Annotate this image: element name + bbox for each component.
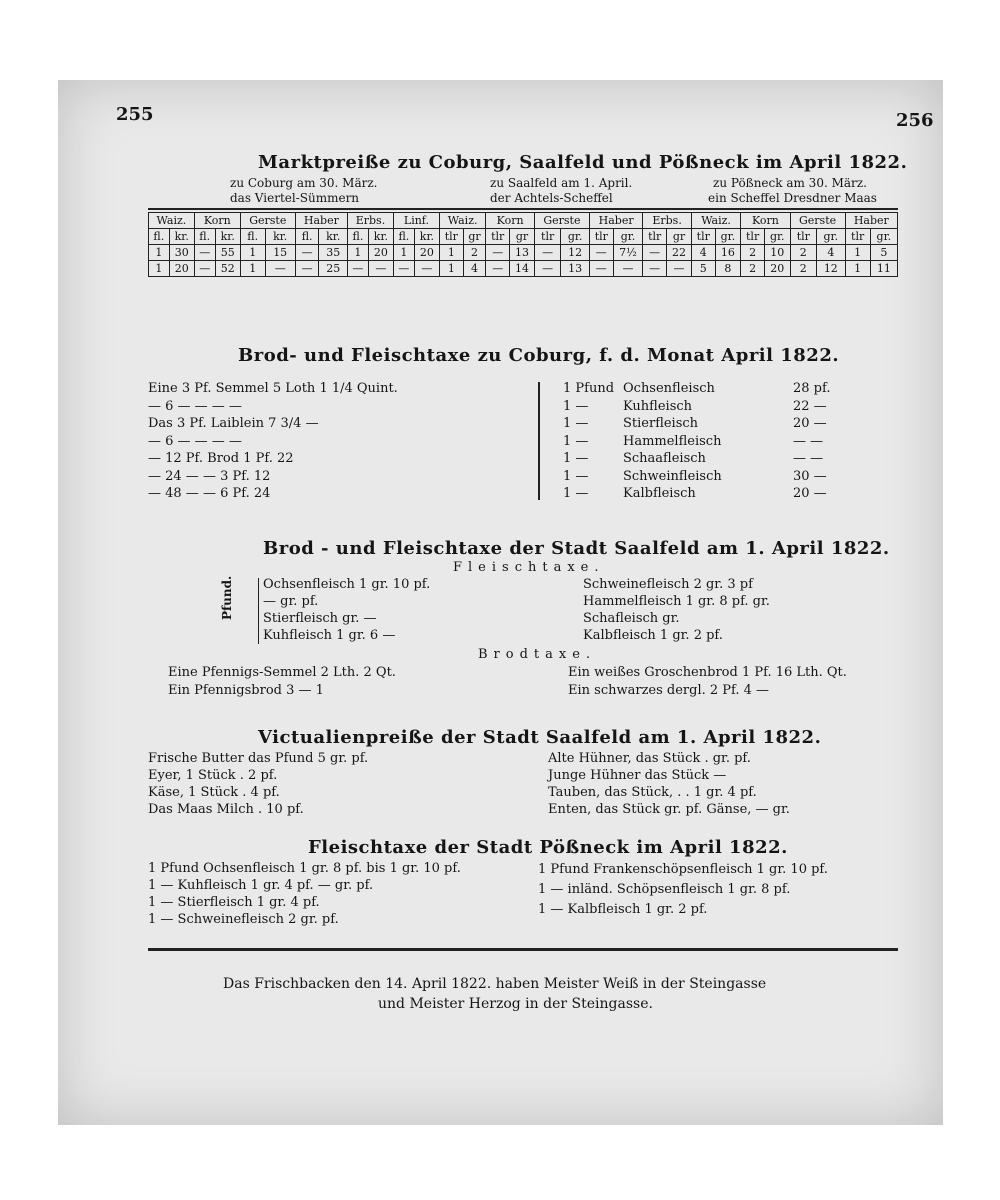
saalfeld-bread-subtitle: Brodtaxe.	[478, 647, 597, 662]
meat-line	[563, 485, 863, 503]
grain-header: Gerste	[534, 213, 589, 229]
unit-cell: tlr	[741, 229, 765, 245]
meat-line: Kalbfleisch 1 gr. 2 pf.	[583, 628, 723, 643]
unit-cell: tlr	[643, 229, 667, 245]
price-cell: 1	[439, 261, 463, 277]
unit-cell: tlr	[845, 229, 870, 245]
unit-cell: gr	[510, 229, 535, 245]
price-cell: —	[534, 245, 560, 261]
market-price-table	[148, 212, 898, 277]
grain-header: Waiz.	[149, 213, 195, 229]
bread-line: Eine Pfennigs-Semmel 2 Lth. 2 Qt.	[168, 665, 396, 680]
saalfeld-meat-subtitle: Fleischtaxe.	[453, 560, 605, 575]
victuals-right	[548, 750, 790, 818]
meat-line	[563, 415, 863, 433]
price-cell: —	[643, 261, 667, 277]
unit-cell: tlr	[486, 229, 510, 245]
meat-name: Stierfleisch	[623, 416, 699, 431]
price-cell: —	[368, 261, 393, 277]
meat-line: 1 — inländ. Schöpsenfleisch 1 gr. 8 pf.	[538, 882, 791, 897]
meat-line	[563, 398, 863, 416]
price-cell: 1	[240, 245, 265, 261]
victual-line: Junge Hühner das Stück —	[548, 768, 727, 783]
meat-name: Hammelfleisch	[623, 433, 722, 449]
price-cell: —	[414, 261, 439, 277]
price-cell: 22	[667, 245, 692, 261]
victual-line: Enten, das Stück gr. pf. Gänse, — gr.	[548, 802, 790, 817]
unit-cell: tlr	[691, 229, 715, 245]
price-cell: 2	[790, 261, 816, 277]
bread-line: — 12 Pf. Brod 1 Pf. 22	[148, 451, 294, 466]
price-cell: 20	[368, 245, 393, 261]
victual-line: Frische Butter das Pfund 5 gr. pf.	[148, 751, 369, 766]
coburg-meat-list	[563, 380, 863, 503]
bread-line: Ein Pfennigsbrod 3 — 1	[168, 683, 324, 698]
meat-line	[563, 450, 863, 468]
price-cell: 2	[463, 245, 486, 261]
meat-name: Schweinfleisch	[623, 468, 722, 484]
market-prices-title: Marktpreiße zu Coburg, Saalfeld und Pößneck im April 1822.	[258, 152, 908, 173]
grain-header: Gerste	[240, 213, 295, 229]
unit-cell: fl.	[194, 229, 215, 245]
price-cell: 25	[319, 261, 347, 277]
price-cell: 1	[149, 261, 170, 277]
price-cell: 16	[715, 245, 741, 261]
meat-line	[563, 380, 863, 398]
meat-qty: 1 —	[563, 486, 589, 501]
meat-price: 30 —	[793, 468, 827, 484]
bread-line: — 48 — — 6 Pf. 24	[148, 486, 271, 501]
meat-line: Stierfleisch gr. —	[263, 611, 377, 626]
unit-cell: tlr	[589, 229, 613, 245]
saalfeld-bread-left	[168, 664, 396, 700]
meat-line	[563, 468, 863, 486]
unit-cell: gr.	[817, 229, 846, 245]
left-page-number: 255	[116, 104, 154, 125]
grain-header: Korn	[741, 213, 790, 229]
unit-cell: gr.	[613, 229, 643, 245]
meat-line: 1 Pfund Frankenschöpsenfleisch 1 gr. 10 pf.	[538, 862, 828, 877]
poessneck-right	[538, 860, 828, 920]
meat-line: Kuhfleisch 1 gr. 6 —	[263, 628, 396, 643]
price-cell: 55	[215, 245, 240, 261]
unit-cell: fl.	[240, 229, 265, 245]
victuals-title: Victualienpreiße der Stadt Saalfeld am 1. April 1822.	[258, 727, 822, 748]
unit-cell: kr.	[368, 229, 393, 245]
meat-line: 1 — Schweinefleisch 2 gr. pf.	[148, 912, 339, 927]
bread-line: — 6 — — — —	[148, 398, 242, 414]
price-cell: 4	[817, 245, 846, 261]
unit-cell: tlr	[534, 229, 560, 245]
bread-line: — 24 — — 3 Pf. 12	[148, 468, 271, 484]
price-cell: —	[613, 261, 643, 277]
price-cell: 2	[741, 245, 765, 261]
victual-line: Das Maas Milch . 10 pf.	[148, 802, 304, 817]
price-cell: —	[393, 261, 414, 277]
grain-header: Erbs.	[643, 213, 692, 229]
table-top-rule	[148, 208, 898, 210]
price-cell: 12	[561, 245, 590, 261]
price-cell: 5	[691, 261, 715, 277]
coburg-header-measure: das Viertel-Sümmern	[230, 191, 360, 205]
price-cell: 4	[463, 261, 486, 277]
unit-cell: fl.	[295, 229, 319, 245]
meat-price: 20 —	[793, 416, 827, 431]
grain-header: Korn	[194, 213, 240, 229]
grain-header: Korn	[486, 213, 535, 229]
meat-price: — —	[793, 451, 824, 466]
price-cell: 20	[169, 261, 194, 277]
footer-line-1: Das Frischbacken den 14. April 1822. haben Meister Weiß in der Steingasse	[223, 976, 767, 992]
unit-cell: gr	[463, 229, 486, 245]
meat-qty: 1 —	[563, 468, 589, 484]
unit-cell: fl.	[347, 229, 368, 245]
meat-line: Schafleisch gr.	[583, 611, 680, 626]
price-cell: 1	[393, 245, 414, 261]
victual-line: Käse, 1 Stück . 4 pf.	[148, 785, 280, 800]
pfund-side-label: Pfund.	[220, 575, 234, 620]
price-cell: —	[265, 261, 295, 277]
unit-cell: kr.	[215, 229, 240, 245]
price-cell: 2	[790, 245, 816, 261]
unit-cell: tlr	[439, 229, 463, 245]
grain-header: Haber	[845, 213, 897, 229]
unit-cell: gr.	[764, 229, 790, 245]
price-cell: 12	[817, 261, 846, 277]
price-cell: 13	[510, 245, 535, 261]
meat-line: — gr. pf.	[263, 594, 319, 609]
meat-name: Kuhfleisch	[623, 398, 693, 414]
price-cell: —	[486, 261, 510, 277]
unit-row	[149, 229, 898, 245]
meat-line: 1 — Kuhfleisch 1 gr. 4 pf. — gr. pf.	[148, 878, 374, 893]
unit-cell: gr.	[715, 229, 741, 245]
unit-cell: gr.	[870, 229, 897, 245]
meat-qty: 1 —	[563, 451, 589, 466]
unit-cell: kr.	[265, 229, 295, 245]
grain-header: Linf.	[393, 213, 439, 229]
meat-line: 1 Pfund Ochsenfleisch 1 gr. 8 pf. bis 1 gr. 10 pf.	[148, 861, 461, 876]
price-cell: —	[534, 261, 560, 277]
coburg-bread-list	[148, 380, 398, 503]
price-cell: 35	[319, 245, 347, 261]
price-cell: 7½	[613, 245, 643, 261]
bread-line: — 6 — — — —	[148, 433, 242, 449]
victual-line: Tauben, das Stück, . . 1 gr. 4 pf.	[548, 785, 757, 800]
meat-line	[563, 433, 863, 451]
unit-cell: kr.	[414, 229, 439, 245]
meat-qty: 1 —	[563, 433, 589, 449]
poessneck-left	[148, 860, 461, 928]
unit-cell: fl.	[393, 229, 414, 245]
price-cell: —	[295, 245, 319, 261]
price-cell: 14	[510, 261, 535, 277]
price-cell: 5	[870, 245, 897, 261]
victual-line: Eyer, 1 Stück . 2 pf.	[148, 768, 278, 783]
unit-cell: kr.	[169, 229, 194, 245]
price-cell: —	[194, 261, 215, 277]
meat-name: Ochsenfleisch	[623, 381, 715, 396]
grain-header: Erbs.	[347, 213, 393, 229]
unit-cell: gr	[667, 229, 692, 245]
price-cell: —	[667, 261, 692, 277]
right-page-number: 256	[896, 110, 934, 131]
price-cell: —	[643, 245, 667, 261]
meat-qty: 1 Pfund	[563, 381, 615, 396]
meat-line: Schweinefleisch 2 gr. 3 pf	[583, 577, 753, 592]
meat-qty: 1 —	[563, 398, 589, 414]
meat-line: 1 — Kalbfleisch 1 gr. 2 pf.	[538, 902, 708, 917]
coburg-header-date: zu Coburg am 30. März.	[230, 176, 378, 190]
bread-line: Ein weißes Groschenbrod 1 Pf. 16 Lth. Qt.	[568, 665, 847, 680]
price-cell: —	[589, 245, 613, 261]
price-cell: 10	[764, 245, 790, 261]
saalfeld-meat-right	[583, 576, 770, 644]
price-cell: —	[486, 245, 510, 261]
saalfeld-header-measure: der Achtels-Scheffel	[490, 191, 613, 205]
price-cell: —	[194, 245, 215, 261]
footer-line-2: und Meister Herzog in der Steingasse.	[378, 996, 653, 1012]
meat-price: 20 —	[793, 486, 827, 501]
column-divider	[538, 382, 540, 500]
poessneck-header-measure: ein Scheffel Dresdner Maas	[708, 191, 877, 205]
footer-rule	[148, 948, 898, 951]
unit-cell: tlr	[790, 229, 816, 245]
price-cell: 1	[240, 261, 265, 277]
grain-header: Waiz.	[439, 213, 485, 229]
price-cell: 20	[764, 261, 790, 277]
grain-header-row	[149, 213, 898, 229]
bread-line: Ein schwarzes dergl. 2 Pf. 4 —	[568, 683, 770, 698]
price-cell: 30	[169, 245, 194, 261]
price-cell: 1	[439, 245, 463, 261]
saalfeld-header-date: zu Saalfeld am 1. April.	[490, 176, 633, 190]
price-cell: 20	[414, 245, 439, 261]
price-cell: 1	[845, 245, 870, 261]
meat-price: — —	[793, 433, 824, 449]
victuals-left	[148, 750, 368, 818]
price-row-1	[149, 245, 898, 261]
scanned-page	[58, 80, 943, 1125]
price-cell: 1	[845, 261, 870, 277]
price-cell: —	[347, 261, 368, 277]
price-cell: 13	[561, 261, 590, 277]
unit-cell: fl.	[149, 229, 170, 245]
price-cell: 8	[715, 261, 741, 277]
grain-header: Haber	[295, 213, 347, 229]
unit-cell: gr.	[561, 229, 590, 245]
grain-header: Haber	[589, 213, 642, 229]
meat-qty: 1 —	[563, 416, 589, 431]
price-row-2	[149, 261, 898, 277]
grain-header: Waiz.	[691, 213, 740, 229]
price-cell: 4	[691, 245, 715, 261]
price-cell: 1	[149, 245, 170, 261]
poessneck-header-date: zu Pößneck am 30. März.	[713, 176, 867, 190]
price-cell: 15	[265, 245, 295, 261]
victual-line: Alte Hühner, das Stück . gr. pf.	[548, 751, 751, 766]
price-cell: 2	[741, 261, 765, 277]
unit-cell: kr.	[319, 229, 347, 245]
price-cell: —	[295, 261, 319, 277]
meat-price: 28 pf.	[793, 381, 831, 396]
bread-line: Das 3 Pf. Laiblein 7 3/4 —	[148, 416, 319, 431]
price-cell: 1	[347, 245, 368, 261]
bread-line: Eine 3 Pf. Semmel 5 Loth 1 1/4 Quint.	[148, 381, 398, 396]
saalfeld-tax-title: Brod - und Fleischtaxe der Stadt Saalfeld am 1. April 1822.	[263, 538, 890, 559]
price-cell: 52	[215, 261, 240, 277]
meat-name: Kalbfleisch	[623, 486, 696, 501]
pfund-bracket-line	[258, 578, 259, 644]
meat-line: Ochsenfleisch 1 gr. 10 pf.	[263, 577, 431, 592]
meat-line: Hammelfleisch 1 gr. 8 pf. gr.	[583, 594, 770, 609]
grain-header: Gerste	[790, 213, 845, 229]
meat-name: Schaafleisch	[623, 451, 706, 466]
meat-price: 22 —	[793, 398, 827, 414]
meat-line: 1 — Stierfleisch 1 gr. 4 pf.	[148, 895, 320, 910]
saalfeld-bread-right	[568, 664, 847, 700]
saalfeld-meat-left	[263, 576, 430, 644]
price-cell: 11	[870, 261, 897, 277]
price-cell: —	[589, 261, 613, 277]
coburg-tax-title: Brod- und Fleischtaxe zu Coburg, f. d. Monat April 1822.	[238, 345, 840, 366]
poessneck-tax-title: Fleischtaxe der Stadt Pößneck im April 1822.	[308, 837, 788, 858]
